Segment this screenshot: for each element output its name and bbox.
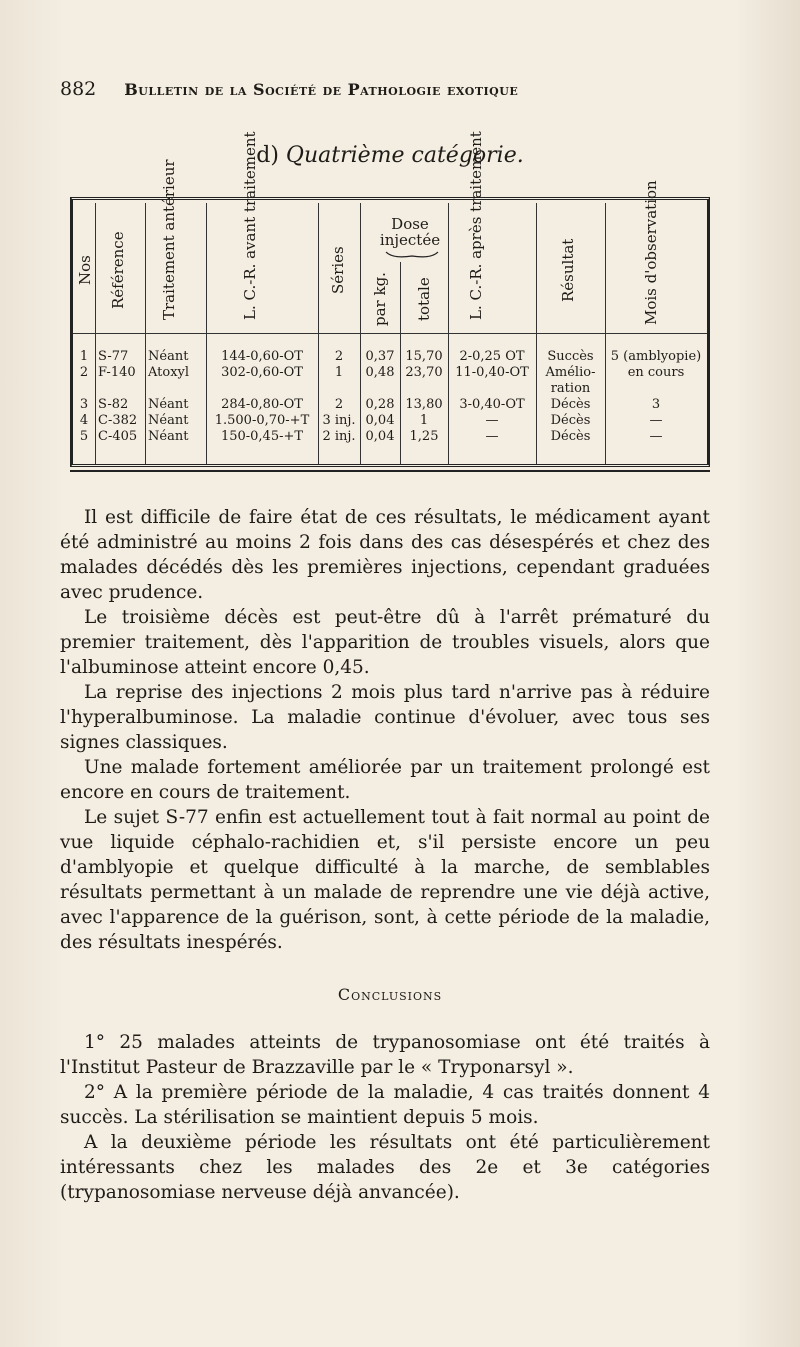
header-lcr-after: L. C.-R. après traitement (467, 131, 485, 320)
section-prefix: d) (256, 143, 279, 168)
cell-prior: Néant (148, 397, 189, 412)
running-title: Bulletin de la Société de Pathologie exotique (124, 80, 519, 99)
cell-before: 144-0,60-OT (221, 349, 303, 364)
cell-months: — (649, 429, 663, 444)
cell-perkg: 0,48 (365, 365, 395, 380)
page-header (60, 78, 720, 100)
cell-prior: Néant (148, 429, 189, 444)
section-title-text: Quatrième catégorie. (285, 143, 524, 168)
header-prior-treatment: Traitement antérieur (160, 159, 178, 320)
header-series: Séries (329, 246, 347, 294)
cell-before: 1.500-0,70-+T (214, 413, 310, 428)
cell-no: 1 (79, 349, 89, 364)
cell-months: — (649, 413, 663, 428)
cell-series: 3 inj. (322, 413, 356, 428)
header-result: Résultat (559, 238, 577, 302)
cell-result: Succès (547, 349, 594, 364)
paragraph: Une malade fortement améliorée par un traitement prolongé est encore en cours de traitement. (60, 757, 710, 803)
cell-after: 3-0,40-OT (459, 397, 525, 412)
body-text (60, 505, 710, 955)
cell-total: 23,70 (405, 365, 443, 380)
cell-prior: Néant (148, 413, 189, 428)
cell-perkg: 0,28 (365, 397, 395, 412)
cell-ref: F-140 (98, 365, 136, 380)
cell-series: 2 inj. (322, 429, 356, 444)
cell-no: 3 (79, 397, 89, 412)
cell-ref: C-382 (98, 413, 138, 428)
cell-series: 2 (334, 349, 344, 364)
cell-after: — (485, 413, 499, 428)
cell-result: ration (550, 381, 591, 396)
cell-perkg: 0,04 (365, 429, 395, 444)
cell-perkg: 0,37 (365, 349, 395, 364)
cell-ref: S-82 (98, 397, 129, 412)
cell-total: 1,25 (409, 429, 439, 444)
conclusion-item: 1° 25 malades atteints de trypanosomiase ont été traités à l'Institut Pasteur de Brazzaville par le « Tryponarsyl ». (60, 1032, 710, 1078)
cell-ref: C-405 (98, 429, 138, 444)
cell-months: 5 (amblyopie) (610, 349, 702, 364)
header-reference: Référence (109, 231, 127, 309)
cell-perkg: 0,04 (365, 413, 395, 428)
cell-before: 284-0,80-OT (221, 397, 303, 412)
cell-after: 11-0,40-OT (455, 365, 529, 380)
cell-prior: Néant (148, 349, 189, 364)
cell-after: — (485, 429, 499, 444)
cell-result: Décès (550, 413, 591, 428)
header-dose-total: totale (415, 277, 433, 321)
cell-no: 4 (79, 413, 89, 428)
cell-ref: S-77 (98, 349, 129, 364)
cell-result: Décès (550, 397, 591, 412)
cell-total: 13,80 (405, 397, 443, 412)
cell-after: 2-0,25 OT (459, 349, 525, 364)
cell-result: Amélio- (545, 365, 596, 380)
cell-prior: Atoxyl (148, 365, 190, 380)
cell-no: 5 (79, 429, 89, 444)
conclusions-heading: Conclusions (337, 985, 443, 1004)
cell-total: 1 (419, 413, 429, 428)
cell-result: Décès (550, 429, 591, 444)
paragraph: Le troisième décès est peut-être dû à l'arrêt prématuré du premier traitement, dès l'apparition de troubles visuels, alors que l'albuminose atteint encore 0,45. (60, 607, 710, 678)
header-no: Nos (76, 255, 94, 285)
conclusion-item: 2° A la première période de la maladie, 4 cas traités donnent 4 succès. La stérilisation se maintient depuis 5 mois. (60, 1082, 710, 1128)
cell-no: 2 (79, 365, 89, 380)
cell-months: en cours (627, 365, 685, 380)
header-rule (73, 333, 707, 334)
header-dose: Dose injectée (379, 215, 441, 249)
cell-before: 302-0,60-OT (221, 365, 303, 380)
paragraph: La reprise des injections 2 mois plus tard n'arrive pas à réduire l'hyperalbuminose. La maladie continue d'évoluer, avec tous ses signes classiques. (60, 682, 710, 753)
page-number: 882 (60, 78, 97, 100)
header-lcr-before: L. C.-R. avant traitement (241, 131, 259, 320)
cell-series: 2 (334, 397, 344, 412)
paragraph: Le sujet S-77 enfin est actuellement tout à fait normal au point de vue liquide céphalo-rachidien et, s'il persiste encore un peu d'amblyopie et quelque difficulté à la marche, de semblables résultats permettant à un malade de reprendre une vie déjà active, avec l'apparence de la guérison, sont, à cette période de la maladie, des résultats inespérés. (60, 807, 710, 953)
section-title (0, 143, 780, 168)
dose-brace-icon (385, 250, 439, 260)
conclusion-item: A la deuxième période les résultats ont été particulièrement intéressants chez les malades des 2e et 3e catégories (trypanosomiase nerveuse déjà anvancée). (60, 1132, 710, 1203)
cell-series: 1 (334, 365, 344, 380)
cell-total: 15,70 (405, 349, 443, 364)
conclusions-text (60, 1030, 710, 1205)
cell-months: 3 (651, 397, 661, 412)
header-observation: Mois d'observation (642, 180, 660, 325)
header-dose-per-kg: par kg. (371, 272, 389, 326)
paragraph: Il est difficile de faire état de ces résultats, le médicament ayant été administré au moins 2 fois dans des cas désespérés et chez des malades décédés dès les premières injections, cependant graduées avec prudence. (60, 507, 710, 603)
cell-before: 150-0,45-+T (220, 429, 304, 444)
